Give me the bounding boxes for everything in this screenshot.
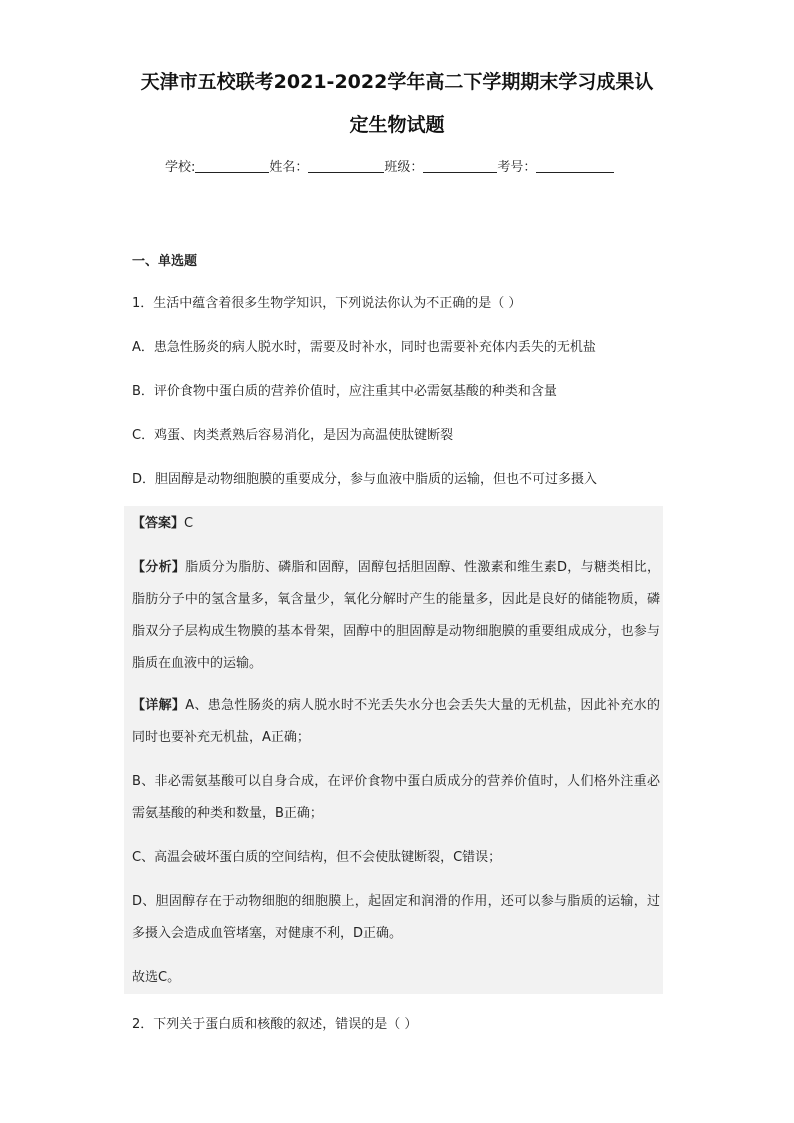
detail-paragraph-d: D、胆固醇存在于动物细胞的细胞膜上，起固定和润滑的作用，还可以参与脂质的运输，过多摄入会造成血管堵塞，对健康不利，D正确。	[132, 894, 660, 941]
question-1-option-a: A．患急性肠炎的病人脱水时，需要及时补水，同时也需要补充体内丢失的无机盐	[132, 340, 596, 355]
school-blank[interactable]	[195, 158, 269, 173]
school-label: 学校:	[165, 160, 196, 175]
analysis-label: 【分析】	[132, 560, 186, 575]
question-1-option-b: B．评价食物中蛋白质的营养价值时，应注重其中必需氨基酸的种类和含量	[132, 384, 557, 399]
exam-no-blank[interactable]	[536, 158, 614, 173]
exam-title-line-1: 天津市五校联考2021-2022学年高二下学期期末学习成果认	[140, 71, 654, 93]
question-1-stem: 1．生活中蕴含着很多生物学知识，下列说法你认为不正确的是（ ）	[132, 296, 522, 311]
answer-label: 【答案】	[132, 516, 185, 531]
question-1-option-d: D．胆固醇是动物细胞膜的重要成分，参与血液中脂质的运输，但也不可过多摄入	[132, 472, 598, 487]
analysis-text: 脂质分为脂肪、磷脂和固醇，固醇包括胆固醇、性激素和维生素D，与糖类相比，脂肪分子中的氢含量多，氧含量少，氧化分解时产生的能量多，因此是良好的储能物质，磷脂双分子层构成生物膜的基本骨架，固醇中的胆固醇是动物细胞膜的重要组成成分，也参与脂质在血液中的运输。	[132, 560, 660, 671]
analysis-paragraph	[132, 552, 660, 680]
conclusion-line: 故选C。	[132, 970, 181, 985]
class-label: 班级：	[384, 160, 424, 175]
detail-paragraph-b: B、非必需氨基酸可以自身合成，在评价食物中蛋白质成分的营养价值时，人们格外注重必需氨基酸的种类和数量，B正确；	[132, 774, 660, 821]
exam-title-line-2: 定生物试题	[349, 114, 445, 136]
question-2-stem: 2．下列关于蛋白质和核酸的叙述，错误的是（ ）	[132, 1017, 418, 1032]
detail-a-text: A、患急性肠炎的病人脱水时不光丢失水分也会丢失大量的无机盐，因此补充水的同时也要补充无机盐，A正确；	[132, 698, 660, 745]
answer-line	[132, 508, 660, 540]
name-label: 姓名：	[269, 160, 309, 175]
name-blank[interactable]	[308, 158, 384, 173]
student-info-row	[165, 158, 635, 178]
detail-paragraph-c: C、高温会破坏蛋白质的空间结构，但不会使肽键断裂，C错误；	[132, 850, 502, 865]
answer-value: C	[184, 516, 194, 531]
detail-paragraph-a	[132, 690, 660, 754]
question-1-option-c: C．鸡蛋、肉类煮熟后容易消化，是因为高温使肽键断裂	[132, 428, 454, 443]
exam-no-label: 考号：	[497, 160, 537, 175]
detail-label: 【详解】	[132, 698, 186, 713]
class-blank[interactable]	[423, 158, 497, 173]
section-title: 一、单选题	[132, 254, 198, 269]
